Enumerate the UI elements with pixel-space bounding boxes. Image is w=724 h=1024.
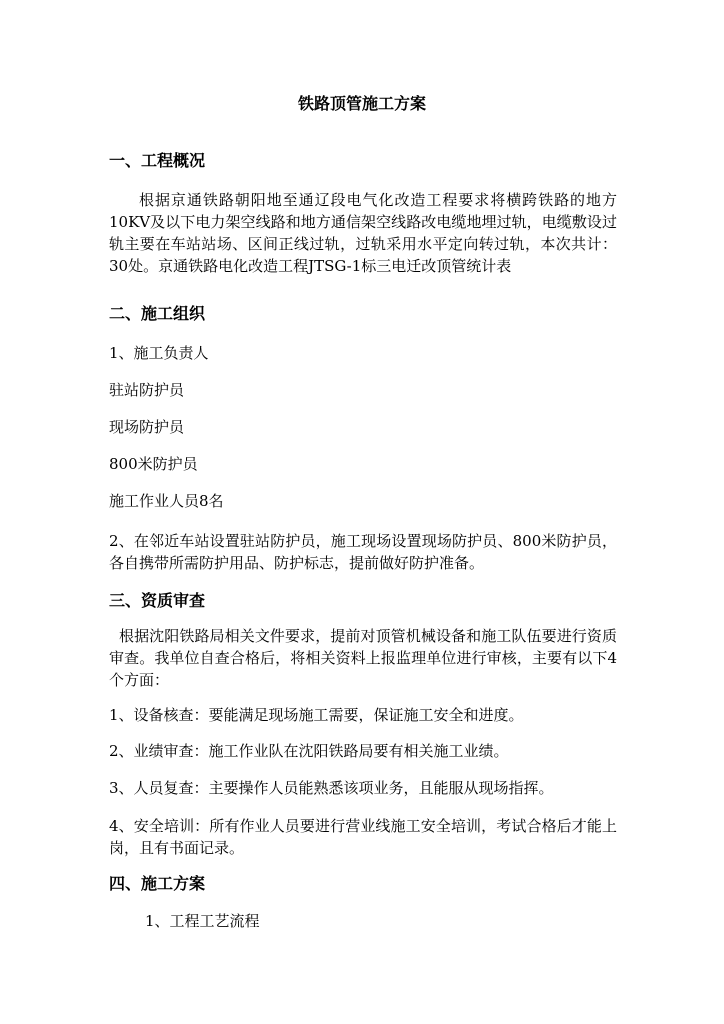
organization-paragraph: 2、在邻近车站设置驻站防护员，施工现场设置现场防护员、800米防护员，各自携带所需防护用品、防护标志，提前做好防护准备。	[109, 532, 617, 572]
qualification-item: 2、业绩审查：施工作业队在沈阳铁路局要有相关施工业绩。	[109, 742, 509, 760]
section-heading-overview: 一、工程概况	[109, 151, 206, 170]
organization-item: 1、施工负责人	[109, 344, 209, 362]
overview-paragraph: 根据京通铁路朝阳地至通辽段电气化改造工程要求将横跨铁路的地方10KV及以下电力架空线路和地方通信架空线路改电缆地埋过轨，电缆敷设过轨主要在车站站场、区间正线过轨，过轨采用水平定向转过轨，本次共计：30处。京通铁路电化改造工程JTSG-1标三电迁改顶管统计表	[109, 191, 617, 275]
section-heading-qualification: 三、资质审查	[109, 591, 206, 610]
section-heading-organization: 二、施工组织	[109, 304, 206, 323]
qualification-item: 4、安全培训：所有作业人员要进行营业线施工安全培训，考试合格后才能上岗，且有书面记录。	[109, 817, 617, 857]
plan-item: 1、工程工艺流程	[145, 912, 260, 930]
organization-item: 800米防护员	[109, 455, 198, 473]
qualification-paragraph: 根据沈阳铁路局相关文件要求，提前对顶管机械设备和施工队伍要进行资质审查。我单位自查合格后，将相关资料上报监理单位进行审核，主要有以下4个方面：	[109, 627, 617, 689]
qualification-item: 3、人员复查：主要操作人员能熟悉该项业务，且能服从现场指挥。	[109, 779, 554, 797]
document-title: 铁路顶管施工方案	[297, 94, 426, 113]
organization-item: 现场防护员	[109, 418, 185, 436]
organization-item: 驻站防护员	[109, 381, 185, 399]
section-heading-plan: 四、施工方案	[109, 874, 206, 893]
qualification-item: 1、设备核查：要能满足现场施工需要，保证施工安全和进度。	[109, 706, 524, 724]
organization-item: 施工作业人员8名	[109, 492, 224, 510]
